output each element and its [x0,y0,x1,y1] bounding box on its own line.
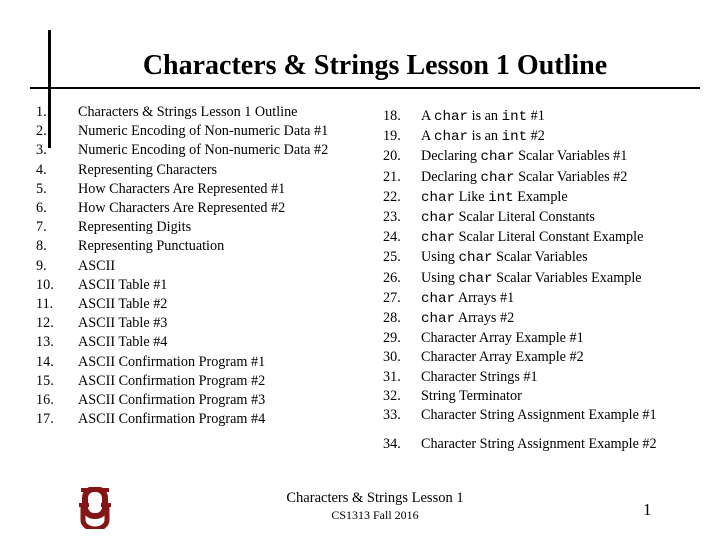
outline-item [383,208,711,228]
outline-text-part: is an [468,128,502,145]
outline-text-part: Arrays #1 [455,289,515,306]
outline-text-part: #1 [527,108,545,124]
outline-item-text: Representing Digits [78,219,192,236]
outline-item-number: 33. [383,407,401,424]
outline-item-text: Representing Punctuation [78,238,225,255]
outline-item [36,103,328,122]
outline-item-text: ASCII Table #1 [78,276,168,293]
outline-item-number: 34. [383,436,401,453]
outline-item-number: 26. [383,269,401,286]
outline-item-text [421,248,588,268]
outline-item-number: 1. [36,104,47,120]
outline-item-number: 23. [383,209,401,226]
outline-item [383,269,711,289]
code-keyword: char [421,230,456,247]
outline-item-text: ASCII Confirmation Program #2 [78,372,266,389]
outline-item [383,309,711,329]
code-keyword: char [421,311,456,328]
outline-item-text [421,406,711,425]
outline-item-text [421,309,514,329]
outline-item-text [421,289,514,309]
outline-item [383,348,711,367]
outline-item-text: ASCII Table #4 [78,334,168,351]
outline-item [36,391,328,410]
ou-logo-icon [78,487,112,529]
outline-item-number: 22. [383,188,401,205]
outline-item-text [421,435,711,454]
outline-text-part: Character String Assignment Example #1 [421,407,657,424]
outline-text-part: Declaring [421,148,481,165]
slide-title: Characters & Strings Lesson 1 Outline [142,50,608,81]
outline-text-part: Character Array Example #1 [421,330,584,347]
outline-item [383,188,711,208]
outline-text-part: Character String Assignment Example #2 [421,436,657,453]
outline-item-number: 8. [36,238,47,255]
outline-item-number: 28. [383,310,401,327]
code-keyword: char [458,270,493,287]
outline-item-number: 14. [36,353,54,370]
outline-item-number: 7. [36,219,47,236]
outline-item-number: 13. [36,334,54,351]
outline-text-part: Like [455,188,489,205]
outline-item-number: 6. [36,200,47,217]
outline-item-text [421,168,627,188]
outline-item-number: 24. [383,229,401,246]
outline-item-number: 29. [383,330,401,347]
outline-item [36,141,328,160]
footer-course-title: Characters & Strings Lesson 1 [286,490,464,506]
outline-item-text [421,147,627,167]
outline-item-text: ASCII Confirmation Program #1 [78,353,266,370]
outline-item-text: How Characters Are Represented #2 [78,200,286,217]
outline-item-text: Numeric Encoding of Non-numeric Data #1 [78,123,329,140]
outline-item [36,218,328,237]
outline-text-part: Scalar Literal Constants [455,209,595,226]
outline-item-number: 25. [383,249,401,266]
outline-item [36,295,328,314]
outline-item [383,127,711,147]
outline-text-part: A [421,128,435,145]
outline-item-number: 30. [383,349,401,366]
outline-item [36,314,328,333]
outline-text-part: #2 [527,128,545,145]
outline-text-part: Character Strings #1 [421,368,538,385]
code-keyword: char [434,129,469,146]
outline-item-text: Representing Characters [78,161,218,178]
outline-item-number: 9. [36,257,47,274]
outline-text-part: Declaring [421,168,481,185]
outline-text-part: Scalar Variables Example [492,269,642,286]
code-keyword: int [501,129,528,146]
outline-item-number: 12. [36,315,54,332]
outline-item [36,372,328,391]
outline-item-text [421,387,522,406]
outline-list-right [383,107,711,454]
outline-item [383,107,711,127]
outline-item-number: 11. [36,296,54,313]
outline-item [36,410,328,429]
outline-item [36,333,328,352]
outline-item [383,387,711,406]
code-keyword: int [501,109,528,125]
outline-item [383,168,711,188]
outline-item [36,180,328,199]
outline-item-text [421,208,595,228]
outline-item-number: 16. [36,392,54,409]
code-keyword: char [434,109,469,125]
outline-item-text: ASCII Table #2 [78,296,168,313]
code-keyword: char [480,169,515,186]
outline-item-text: Characters & Strings Lesson 1 Outline [78,104,298,120]
outline-item-number: 17. [36,411,54,428]
outline-item-text: Numeric Encoding of Non-numeric Data #2 [78,142,329,159]
outline-item-number: 19. [383,128,401,145]
outline-text-part: A [421,108,435,124]
outline-item-number: 31. [383,368,401,385]
code-keyword: char [421,210,456,227]
outline-item [383,368,711,387]
outline-list-left [36,103,328,429]
outline-item [36,199,328,218]
code-keyword: char [458,250,493,267]
outline-item-text: ASCII Confirmation Program #4 [78,411,266,428]
outline-item-number: 27. [383,289,401,306]
outline-item [36,276,328,295]
outline-item-text [421,188,568,208]
code-keyword: char [480,149,515,166]
outline-item-text: ASCII [78,257,116,274]
outline-item [383,147,711,167]
outline-text-part: is an [468,108,502,124]
outline-item [383,289,711,309]
outline-item-number: 21. [383,168,401,185]
outline-item-number: 10. [36,276,54,293]
outline-text-part: Character Array Example #2 [421,349,584,366]
footer-term: CS1313 Fall 2016 [331,508,419,522]
outline-item-number: 15. [36,372,54,389]
outline-text-part: Scalar Variables #2 [514,168,628,185]
code-keyword: char [421,290,456,307]
outline-item [36,122,328,141]
outline-item [383,435,711,454]
outline-item-text: ASCII Table #3 [78,315,168,332]
outline-item [383,228,711,248]
page-number: 1 [643,500,652,519]
outline-item [36,257,328,276]
title-horizontal-rule [30,87,700,89]
outline-item-text [421,269,642,289]
outline-text-part: Scalar Variables #1 [514,148,628,165]
outline-text-part: Scalar Literal Constant Example [455,229,644,246]
code-keyword: char [421,189,456,206]
outline-item-text [421,348,584,367]
outline-item-text [421,228,643,248]
outline-item [36,161,328,180]
outline-item-number: 18. [383,108,401,124]
outline-text-part: String Terminator [421,387,522,404]
outline-item [383,406,711,425]
outline-item [383,248,711,268]
outline-item-number: 5. [36,180,47,197]
outline-item [383,329,711,348]
outline-item-number: 2. [36,123,47,140]
outline-text-part: Using [421,249,459,266]
outline-item-text: How Characters Are Represented #1 [78,180,286,197]
outline-item-text [421,329,584,348]
outline-text-part: Using [421,269,459,286]
outline-text-part: Arrays #2 [455,310,515,327]
outline-item-text [421,368,538,387]
outline-item-text [421,107,545,127]
outline-item [36,237,328,256]
outline-item-number: 4. [36,161,47,178]
outline-text-part: Example [513,188,568,205]
outline-item [36,353,328,372]
outline-item-number: 20. [383,148,401,165]
outline-item-number: 32. [383,387,401,404]
outline-item-text [421,127,545,147]
outline-text-part: Scalar Variables [492,249,588,266]
outline-item-text: ASCII Confirmation Program #3 [78,392,266,409]
code-keyword: int [488,189,514,206]
outline-item-number: 3. [36,142,47,159]
